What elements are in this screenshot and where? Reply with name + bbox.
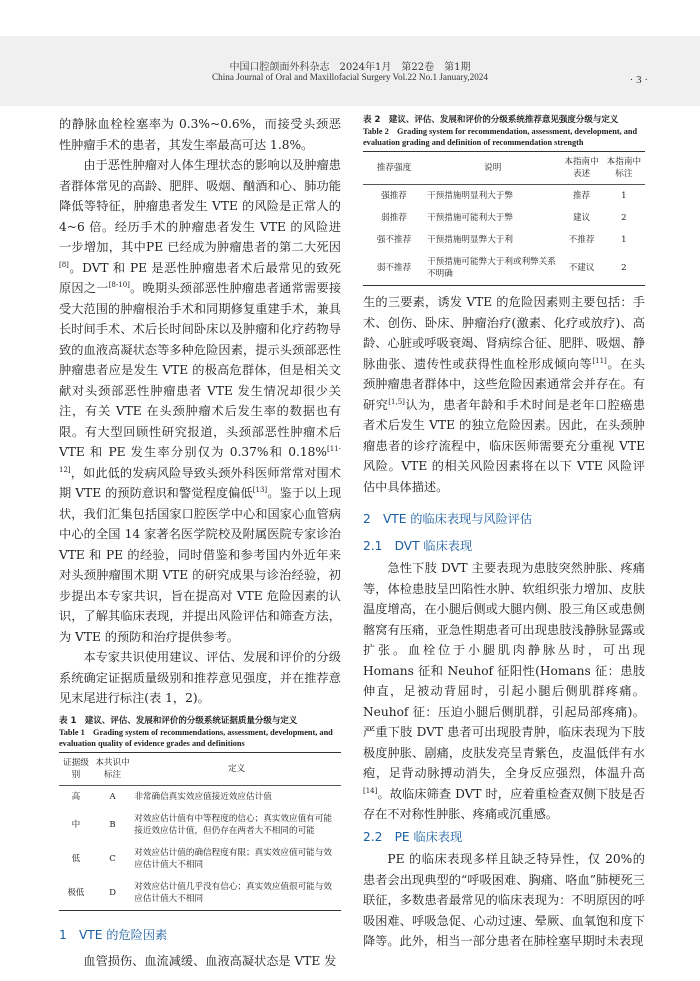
citation: [8] bbox=[59, 260, 69, 269]
right-column bbox=[363, 114, 645, 952]
table-row: 强不推荐 干预措施明显弊大于利 不推荐 1 bbox=[376, 235, 627, 245]
table-caption-en: Table 1 Grading system of recommendations, assessment, development, and evaluation quality of evidence grades and definitions bbox=[59, 727, 333, 748]
table-row: 强推荐 干预措施明显利大于弊 推荐 1 bbox=[381, 191, 627, 201]
table-row: 弱推荐 干预措施可能利大于弊 建议 2 bbox=[381, 213, 627, 223]
citation: [11] bbox=[592, 356, 607, 365]
journal-title-cn: 中国口腔颌面外科杂志 2024年1月 第22卷 第1期 bbox=[229, 62, 471, 73]
table-row: 高 A 非常确信真实效应值接近效应估计值 bbox=[71, 791, 272, 802]
citation: [13] bbox=[252, 485, 268, 494]
section-heading-2: 2 VTE 的临床表现与风险评估 bbox=[363, 512, 533, 526]
table-caption-en: Table 2 Grading system for recommendation, assessment, development, and evaluation grading and definition of recommendation strength bbox=[363, 127, 638, 147]
table-1 bbox=[59, 715, 341, 911]
paragraph: 急性下肢 DVT 主要表现为患肢突然肿胀、疼痛等，体检患肢呈凹陷性水肿、软组织张力增加、皮肤温度增高，在小腿后侧或大腿内侧、股三角区或患侧髂窝有压痛，亚急性期患者可出现患肢浅静脉显露或扩张。血栓位于小腿肌肉静脉丛时，可出现 Homans 征和 Neuhof 征阳性(Homans 征：患肢伸直，足被动背屈时，引起小腿后侧肌群疼痛。Neuhof 征：压迫小腿后侧肌群，引起局部疼痛)。严重下肢 DVT 患者可出现股青肿，临床表现为下肢极度肿胀、剧痛，皮肤发亮呈青紫色，皮温低伴有水疱，足背动脉搏动消失，全身反应强烈，体温升高[14]。故临床筛查 DVT 时，应着重检查双侧下肢是否存在不对称性肿胀、疼痛或沉重感。 bbox=[363, 561, 645, 821]
paragraph: PE 的临床表现多样且缺乏特异性，仅 20%的患者会出现典型的“呼吸困难、胸痛、咯血”肺梗死三联征，多数患者最常见的临床表现为：不明原因的呼吸困难、呼吸急促、心动过速、晕厥、血氧饱和度下降等。此外，相当一部分患者在肺栓塞早期时未表现 bbox=[363, 852, 645, 948]
table-row: 中 B 对效应估计值有中等程度的信心；真实效应值有可能接近效应估计值，但仍存在两者大不相同的可能 bbox=[71, 813, 332, 836]
evidence-grade-table bbox=[59, 752, 341, 911]
citation: [1,5] bbox=[388, 397, 405, 406]
table-header: 证据级别 bbox=[63, 757, 89, 780]
recommendation-strength-table bbox=[363, 151, 645, 286]
table-caption-cn: 表 1 建议、评估、发展和评价的分级系统证据质量分级与定义 bbox=[59, 715, 298, 726]
citation: [11-12] bbox=[59, 444, 341, 474]
table-row: 低 C 对效应估计值的确信程度有限；真实效应值可能与效应估计值大不相同 bbox=[71, 847, 332, 870]
left-column bbox=[59, 114, 341, 972]
table-2 bbox=[363, 114, 645, 286]
table-row: 弱不推荐 干预措施可能弊大于利或利弊关系不明确 不建议 2 bbox=[363, 251, 645, 286]
paragraph: 血管损伤、血流减缓、血液高凝状态是 VTE 发 bbox=[83, 954, 337, 968]
table-header: 推荐强度 bbox=[376, 163, 412, 173]
journal-title-en: China Journal of Oral and Maxillofacial Surgery Vol.22 No.1 January,2024 bbox=[212, 72, 488, 82]
paragraph: 由于恶性肿瘤对人体生理状态的影响以及肿瘤患者群体常见的高龄、肥胖、吸烟、酗酒和心、肺功能降低等特征，肿瘤患者发生 VTE 的风险是正常人的 4~6 倍。经历手术的肿瘤患者发生 VTE 的风险进一步增加，其中PE 已经成为肿瘤患者的第二大死因[8]。DVT 和 PE 是恶性肿瘤患者术后最常见的致死原因之一[8-10]。晚期头颈部恶性肿瘤患者通常需要接受大范围的肿瘤根治手术和同期修复重建手术，兼具长时间手术、术后长时间卧床以及肿瘤和化疗药物导致的血液高凝状态等多种危险因素，提示头颈部恶性肿瘤患者应是发生 VTE 的极高危群体，但是相关文献对头颈部恶性肿瘤患者 VTE 发生情况却很少关注，有关 VTE 在头颈肿瘤术后发生率的数据也有限。有大型回顾性研究报道，头颈部恶性肿瘤术后 VTE 和 PE 发生率分别仅为 0.37%和 0.18%[11-12]，如此低的发病风险导致头颈外科医师常常对围术期 VTE 的预防意识和警觉程度偏低[13]。鉴于以上现状，我们汇集包括国家口腔医学中心和国家心血管病中心的全国 14 家著名医学院校及附属医院专家诊治 VTE 和 PE 的经验，同时借鉴和参考国内外近年来对头颈肿瘤围术期 VTE 的研究成果与诊治经验，初步提出本专家共识，旨在提高对 VTE 危险因素的认识，了解其临床表现，并提出风险评估和筛查方法，为 VTE 的预防和治疗提供参考。 bbox=[59, 158, 342, 644]
paragraph: 生的三要素，诱发 VTE 的危险因素则主要包括：手术、创伤、卧床、肿瘤治疗(激素、化疗或放疗)、高龄、心脏或呼吸衰竭、肾病综合征、肥胖、吸烟、静脉曲张、遗传性或获得性血栓形成倾向等[11]。在头颈肿瘤患者群体中，这些危险因素通常会并存在。有研究[1,5]认为，患者年龄和手术时间是老年口腔癌患者术后发生 VTE 的独立危险因素。因此，在头颈肿瘤患者的诊疗流程中，临床医师需要充分重视 VTE 风险。VTE 的相关风险因素将在以下 VTE 风险评估中具体描述。 bbox=[363, 295, 646, 494]
subsection-heading-2-2: 2.2 PE 临床表现 bbox=[363, 829, 463, 844]
citation: [8-10] bbox=[108, 280, 130, 289]
table-caption-cn: 表 2 建议、评估、发展和评价的分级系统推荐意见强度分级与定义 bbox=[363, 115, 619, 125]
table-header: 本指南中标注 bbox=[606, 157, 642, 179]
table-row: 极低 D 对效应估计值几乎没有信心；真实效应值很可能与效应估计值大不相同 bbox=[59, 876, 341, 911]
table-header: 本共识中标注 bbox=[95, 757, 130, 780]
section-heading-1: 1 VTE 的危险因素 bbox=[59, 927, 168, 942]
paragraph: 本专家共识使用建议、评估、发展和评价的分级系统确定证据质量级别和推荐意见强度，并在推荐意见末尾进行标注(表 1，2)。 bbox=[59, 650, 341, 705]
paragraph: 的静脉血栓栓塞率为 0.3%~0.6%，而接受头颈恶性肿瘤手术的患者，其发生率最高可达 1.8%。 bbox=[59, 117, 341, 152]
table-header: 说明 bbox=[484, 163, 502, 173]
citation: [14] bbox=[363, 786, 378, 795]
table-header: 本指南中表述 bbox=[564, 157, 599, 179]
page-number: · 3 · bbox=[629, 74, 648, 86]
table-header: 定义 bbox=[228, 763, 246, 774]
subsection-heading-2-1: 2.1 DVT 临床表现 bbox=[363, 538, 473, 553]
